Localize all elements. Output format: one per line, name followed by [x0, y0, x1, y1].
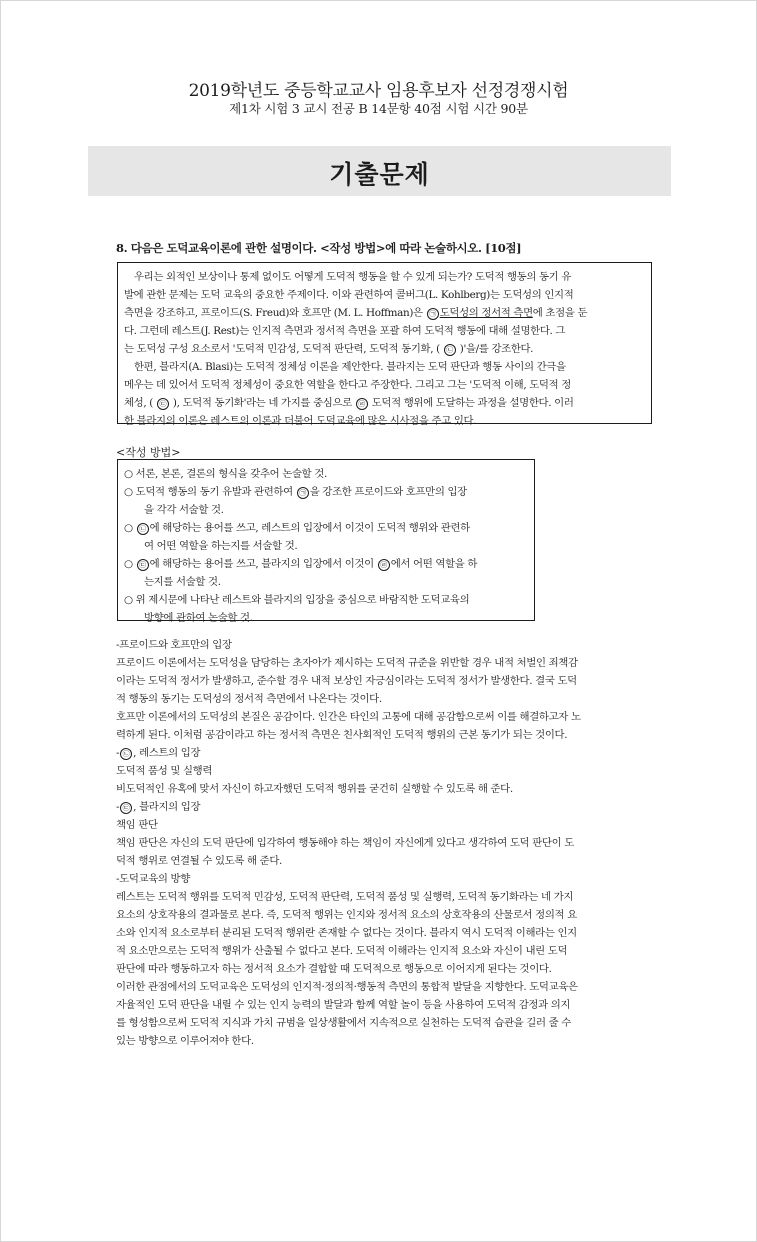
circled-marker: ㉢: [157, 398, 169, 410]
bullet-icon: ○: [124, 558, 133, 570]
circled-marker: ㉡: [444, 344, 456, 356]
passage-line: 한편, 블라지(A. Blasi)는 도덕적 정체성 이론을 제안한다. 블라지는 도덕 판단과 행동 사이의 간극을: [134, 361, 566, 373]
answer-heading: [116, 744, 200, 760]
circled-marker: ㉢: [120, 802, 132, 814]
answer-line: 덕적 행위로 연결될 수 있도록 해 준다.: [116, 855, 282, 867]
answer-line: 이러한 관점에서의 도덕교육은 도덕성의 인지적·정의적·행동적 측면의 통합적 발달을 지향한다. 도덕교육은: [116, 981, 578, 993]
exam-subtitle: 제1차 시험 3 교시 전공 B 14문항 40점 시험 시간 90분: [229, 101, 528, 116]
circled-marker: ㉣: [378, 559, 390, 571]
method-text: 을 강조한 프로이드와 호프만의 입장: [309, 486, 467, 498]
exam-title: 2019학년도 중등학교교사 임용후보자 선정경쟁시험: [188, 81, 569, 101]
answer-line: 자율적인 도덕 판단을 내릴 수 있는 인지 능력의 발달과 함께 역할 놀이 등을 사용하여 도덕적 감정과 의지: [116, 999, 571, 1011]
answer-line: 이라는 도덕적 정서가 발생하고, 준수할 경우 내적 보상인 자긍심이라는 도덕적 정서가 발생한다. 결국 도덕: [116, 675, 577, 687]
method-text: 에 해당하는 용어를 쓰고, 블라지의 입장에서 이것이: [149, 558, 374, 570]
method-text: 여 어떤 역할을 하는지를 서술할 것.: [144, 540, 298, 552]
answer-text: -: [116, 747, 120, 759]
answer-line: 요소의 상호작용의 결과물로 본다. 즉, 도덕적 행위는 인지와 정서적 요소의 상호작용의 산물로서 정의적 요: [116, 909, 577, 921]
method-text: 에 해당하는 용어를 쓰고, 레스트의 입장에서 이것이 도덕적 행위와 관련하: [149, 522, 470, 534]
answer-line: 호프만 이론에서의 도덕성의 본질은 공감이다. 인간은 타인의 고통에 대해 공감함으로써 이를 해결하고자 노: [116, 711, 581, 723]
passage-text: 는 도덕성 구성 요소로서 '도덕적 민감성, 도덕적 판단력, 도덕적 동기화, (: [124, 343, 440, 355]
answer-line: 프로이드 이론에서는 도덕성을 담당하는 초자아가 제시하는 도덕적 규준을 위반할 경우 내적 처벌인 죄책감: [116, 657, 578, 669]
answer-line: 레스트는 도덕적 행위를 도덕적 민감성, 도덕적 판단력, 도덕적 품성 및 실행력, 도덕적 동기화라는 네 가지: [116, 891, 574, 903]
answer-line: 판단에 따라 행동하고자 하는 정서적 요소가 결합할 때 도덕적으로 행동으로 이어지게 된다는 것이다.: [116, 963, 552, 975]
method-item: [124, 555, 477, 571]
circled-marker: ㉠: [427, 308, 439, 320]
passage-line: [124, 394, 574, 410]
method-item: [124, 483, 467, 499]
methods-heading: <작성 방법>: [116, 446, 181, 459]
passage-box: [117, 262, 652, 427]
answer-heading: -프로이드와 호프만의 입장: [116, 639, 232, 651]
circled-marker: ㉠: [297, 487, 309, 499]
answer-text: , 레스트의 입장: [133, 747, 201, 759]
answer-line: 비도덕적인 유혹에 맞서 자신이 하고자했던 도덕적 행위를 굳건히 실행할 수 있도록 해 준다.: [116, 783, 513, 795]
passage-text: 도덕적 행위에 도달하는 과정을 설명한다. 이러: [371, 397, 574, 409]
answer-heading: [116, 798, 200, 814]
method-text: 는지를 서술할 것.: [144, 576, 221, 588]
passage-text: 체성, (: [124, 397, 153, 409]
circled-marker: ㉡: [120, 748, 132, 760]
method-item: [124, 591, 469, 606]
answer-line: 력하게 된다. 이처럼 공감이라고 하는 정서적 측면은 친사회적인 도덕적 행위의 근본 동기가 되는 것이다.: [116, 729, 568, 741]
passage-line: 메우는 데 있어서 도덕적 정체성이 중요한 역할을 한다고 주장한다. 그리고 그는 '도덕적 이해, 도덕적 정: [124, 379, 571, 391]
answer-line: 소와 인지적 요소로부터 분리된 도덕적 행위란 존재할 수 없다는 것이다. 블라지 역시 도덕적 이해라는 인지: [116, 927, 577, 939]
answer-line: 도덕적 품성 및 실행력: [116, 765, 213, 777]
answer-line: 책임 판단: [116, 819, 158, 831]
answer-line: 적 행동의 동기는 도덕성의 정서적 측면에서 나온다는 것이다.: [116, 693, 382, 705]
passage-line: 한 블라지의 이론은 레스트의 이론과 더불어 도덕교육에 많은 시사점을 주고 있다.: [124, 415, 477, 427]
underlined-text: 도덕성의 정서적 측면: [439, 307, 533, 319]
answer-heading: -도덕교육의 방향: [116, 873, 190, 885]
bullet-icon: ○: [124, 522, 133, 534]
answer-text: , 블라지의 입장: [133, 801, 201, 813]
circled-marker: ㉡: [137, 523, 149, 535]
method-text: 도덕적 행동의 동기 유발과 관련하여: [135, 486, 293, 498]
answer-text: -: [116, 801, 120, 813]
banner-title: 기출문제: [329, 160, 430, 189]
method-text: 서론, 본론, 결론의 형식을 갖추어 논술할 것.: [135, 468, 327, 480]
question-text: 8. 다음은 도덕교육이론에 관한 설명이다. <작성 방법>에 따라 논술하시오. [10점]: [116, 241, 522, 255]
passage-line: [124, 304, 587, 320]
answer-line: 적 요소만으로는 도덕적 행위가 산출될 수 없다고 본다. 도덕적 이해라는 인지적 요소와 자신이 내린 도덕: [116, 945, 568, 957]
method-text: 을 각각 서술할 것.: [144, 504, 224, 516]
method-text: 에서 어떤 역할을 하: [390, 558, 478, 570]
passage-line: 발에 관한 문제는 도덕 교육의 중요한 주제이다. 이와 관련하여 콜버그(L. Kohlberg)는 도덕성의 인지적: [124, 289, 574, 301]
method-item: [124, 465, 327, 480]
method-text: 방향에 관하여 논술할 것.: [144, 612, 253, 624]
answer-line: 있는 방향으로 이루어져야 한다.: [116, 1035, 254, 1047]
passage-text: ), 도덕적 동기화'라는 네 가지를 중심으로: [172, 397, 352, 409]
bullet-icon: ○: [124, 468, 133, 480]
passage-text: 에 초점을 둔: [532, 307, 588, 319]
bullet-icon: ○: [124, 486, 133, 498]
answer-line: 책임 판단은 자신의 도덕 판단에 입각하여 행동해야 하는 책임이 자신에게 있다고 생각하여 도덕 판단이 도: [116, 837, 574, 849]
circled-marker: ㉣: [356, 398, 368, 410]
methods-box: [117, 459, 535, 624]
method-item: [124, 519, 470, 535]
passage-line: [124, 340, 533, 356]
circled-marker: ㉢: [137, 559, 149, 571]
passage-text: 측면을 강조하고, 프로이드(S. Freud)와 호프만 (M. L. Hoffman)은: [124, 307, 423, 319]
passage-line: 우리는 외적인 보상이나 통제 없이도 어떻게 도덕적 행동을 할 수 있게 되는가? 도덕적 행동의 동기 유: [134, 271, 572, 283]
passage-line: 다. 그런데 레스트(J. Rest)는 인지적 측면과 정서적 측면을 포괄 하여 도덕적 행동에 대해 설명한다. 그: [124, 325, 566, 337]
banner: [88, 146, 671, 196]
bullet-icon: ○: [124, 594, 133, 606]
passage-text: )'을/를 강조한다.: [459, 343, 534, 355]
method-text: 위 제시문에 나타난 레스트와 블라지의 입장을 중심으로 바람직한 도덕교육의: [135, 594, 470, 606]
answer-line: 를 형성함으로써 도덕적 지식과 가치 규범을 일상생활에서 지속적으로 실천하는 도덕적 습관을 길러 줄 수: [116, 1017, 571, 1029]
